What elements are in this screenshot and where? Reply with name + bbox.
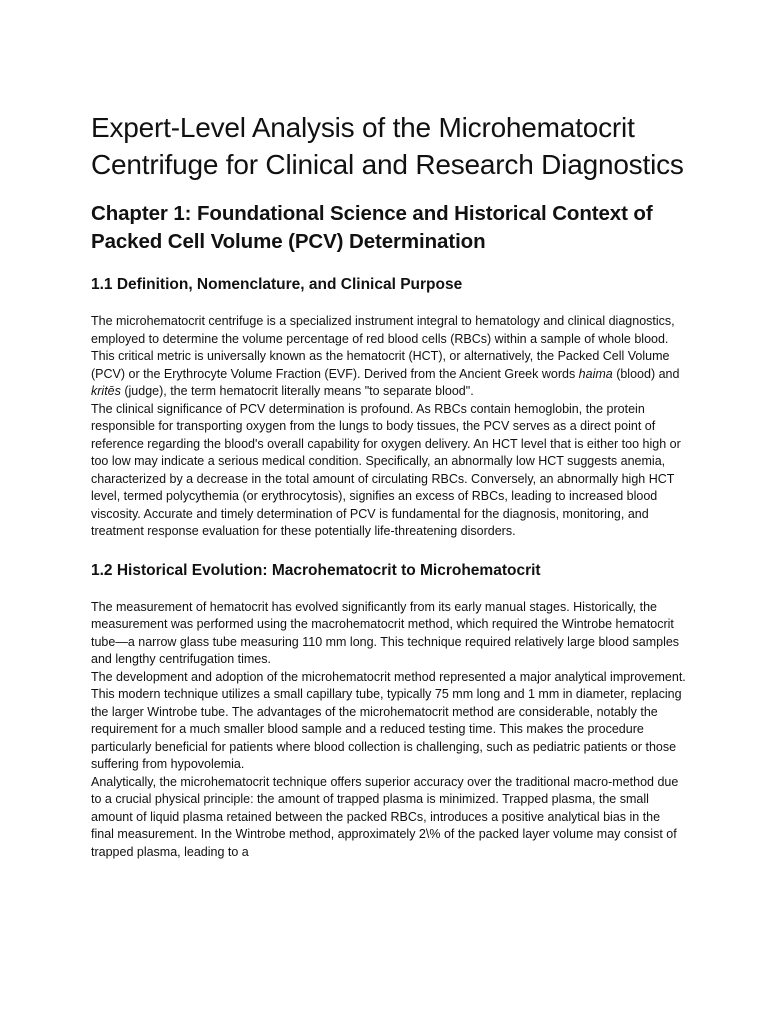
section-heading-1-1: 1.1 Definition, Nomenclature, and Clinical Purpose: [91, 276, 463, 293]
paragraph-text: (judge), the term hematocrit literally means "to separate blood".: [120, 384, 474, 398]
paragraph-text: (blood) and: [612, 366, 680, 381]
italic-term-haima: haima: [578, 366, 613, 381]
chapter-heading: Chapter 1: Foundational Science and Historical Context of Packed Cell Volume (PCV) Determination: [91, 202, 653, 253]
section-heading-1-2: 1.2 Historical Evolution: Macrohematocrit to Microhematocrit: [91, 561, 541, 579]
italic-term-krites: kritēs: [91, 384, 121, 398]
document-title: Expert-Level Analysis of the Microhematocrit Centrifuge for Clinical and Research Diagnostics: [91, 112, 684, 180]
paragraph-1-2-a: The measurement of hematocrit has evolved significantly from its early manual stages. Historically, the measurement was performed using the macrohematocrit method, which required the Wintrobe hematocrit tube—a narrow glass tube measuring 110 mm long. This technique required relatively large blood samples and lengthy centrifugation times.: [91, 599, 680, 666]
paragraph-text: The microhematocrit centrifuge is a specialized instrument integral to hematology and clinical diagnostics, employed to determine the volume percentage of red blood cells (RBCs) within a sample of whole blood. This critical metric is universally known as the hematocrit (HCT), or alternatively, the Packed Cell Volume (PCV) or the Erythrocyte Volume Fraction (EVF). Derived from the Ancient Greek words: [91, 314, 675, 381]
paragraph-1-2-b: The development and adoption of the microhematocrit method represented a major analytical improvement. This modern technique utilizes a small capillary tube, typically 75 mm long and 1 mm in diameter, replacing the larger Wintrobe tube. The advantages of the microhematocrit method are considerable, notably the requirement for a much smaller blood sample and a reduced testing time. This makes the procedure particularly beneficial for patients where blood collection is challenging, such as pediatric patients or those suffering from hypovolemia.: [91, 669, 686, 771]
paragraph-1-1-a: [91, 313, 686, 401]
paragraph-1-1-b: The clinical significance of PCV determination is profound. As RBCs contain hemoglobin, the protein responsible for transporting oxygen from the lungs to body tissues, the PCV serves as a direct point of reference regarding the blood's overall capability for oxygen delivery. An HCT level that is either too high or too low may indicate a serious medical condition. Specifically, an abnormally low HCT suggests anemia, characterized by a decrease in the total amount of circulating RBCs. Conversely, an abnormally high HCT level, termed polycythemia (or erythrocytosis), signifies an excess of RBCs, leading to increased blood viscosity. Accurate and timely determination of PCV is fundamental for the diagnosis, monitoring, and treatment response evaluation for these potentially life-threatening disorders.: [91, 401, 681, 538]
paragraph-1-2-c: Analytically, the microhematocrit technique offers superior accuracy over the traditional macro-method due to a crucial physical principle: the amount of trapped plasma is minimized. Trapped plasma, the small amount of liquid plasma retained between the packed RBCs, introduces a positive analytical bias in the final measurement. In the Wintrobe method, approximately 2\% of the packed layer volume may consist of trapped plasma, leading to a: [91, 774, 679, 859]
